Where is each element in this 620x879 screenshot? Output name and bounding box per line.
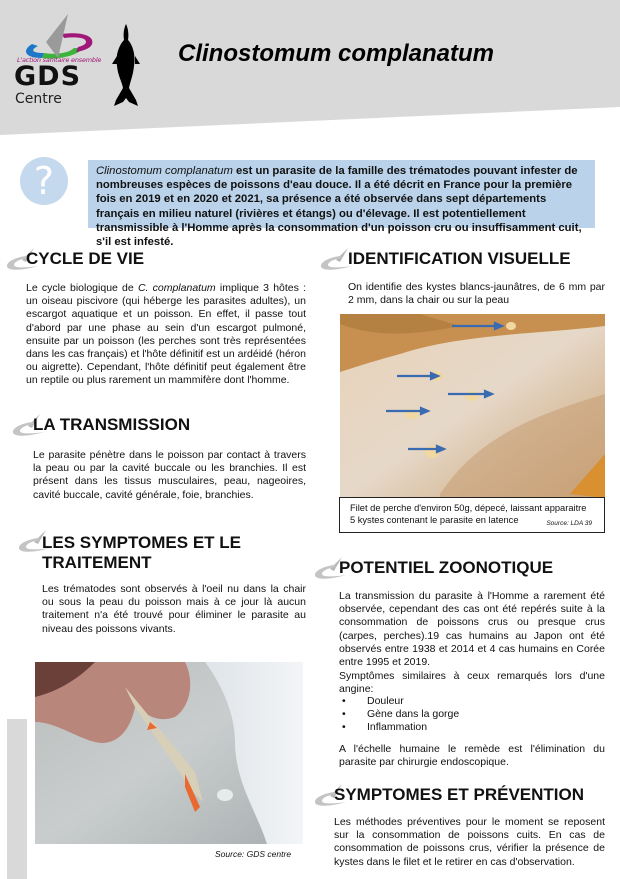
remedy-text: A l'échelle humaine le remède est l'élimination du parasite par chirurgie endoscopique. xyxy=(339,743,605,769)
photo-source-text: Source: GDS centre xyxy=(215,849,292,859)
cycle-text-before: Le cycle biologique de xyxy=(26,282,138,294)
photo-caption-box xyxy=(339,497,605,533)
symptom-item: • Inflammation xyxy=(339,721,605,734)
intro-box xyxy=(88,160,595,249)
caption-source: Source: LDA 39 xyxy=(546,519,592,527)
caption-line-2: 5 kystes contenant le parasite en latence xyxy=(350,514,519,525)
section-text-identification: On identifie des kystes blancs-jaunâtres, de 6 mm par 2 mm, dans la chair ou sur la peau xyxy=(348,281,605,307)
photo-perch-fillet xyxy=(340,314,605,498)
section-text-transmission: Le parasite pénètre dans le poisson par contact à travers la peau ou par la cavité buccale ou les branchies. Il est présent dans les tissus musculaires, peau, nageoires, cavité buccale, cavité générale, foie, branchies. xyxy=(33,449,306,501)
photo-source-gds xyxy=(215,849,291,859)
logo-tagline: L'action sanitaire ensemble xyxy=(17,56,102,64)
page-title: Clinostomum complanatum xyxy=(178,40,495,67)
symptom-item: • Gène dans la gorge xyxy=(339,708,605,721)
logo-name: GDS xyxy=(14,61,82,92)
section-text-prevention: Les méthodes préventives pour le moment se reposent sur la consommation de poissons cuits. En cas de consommation de poissons crus, vérifier la présence de kystes dans le filet et le retirer en cas d'observation. xyxy=(334,816,605,868)
fish-silhouette-icon xyxy=(112,24,140,108)
section-title-symptoms-treatment: LES SYMPTOMES ET LE TRAITEMENT xyxy=(42,533,241,572)
section-text-cycle xyxy=(26,282,306,388)
symptoms-list xyxy=(339,695,605,735)
section-title-zoonotic: POTENTIEL ZOONOTIQUE xyxy=(339,558,554,577)
section-title-transmission: LA TRANSMISSION xyxy=(33,415,191,434)
symptom-item: • Douleur xyxy=(339,695,605,708)
section-title-cycle: CYCLE DE VIE xyxy=(26,249,145,268)
decorative-side-bar xyxy=(7,719,27,879)
symptoms-intro: Symptômes similaires à ceux remarqués lors d'une angine: xyxy=(339,670,605,696)
question-icon: ? xyxy=(20,157,68,205)
logo-subname: Centre xyxy=(15,91,62,107)
intro-text: est un parasite de la famille des trématodes pouvant infester de nombreuses espèces de poissons d'eau douce. Il a été décrit en France pour la première fois en 2019 et en 2020 et 2021, sa présence a été observée dans sept départements français en milieu naturel (rivières et étangs) ou d'élevage. Il est potentiellement transmissible à l'Homme après la consommation d'un poisson cru ou insuffisamment cuit, s'il est infesté. xyxy=(96,165,582,249)
photo-fish-in-hand xyxy=(35,662,303,844)
cycle-text-after: implique 3 hôtes : un oiseau piscivore (qui héberge les parasites adultes), un escargot aquatique et un poisson. En effet, il passe tout d'abord par une phase au sein d'un escargot pulmoné, ensuite par un poisson (les perches sont très représentées dans les cas français) et l'hôte définitif est un ardéidé (héron ou aigrette). Cependant, l'hôte définitif peut également être un reptile ou plus rarement un mammifère dont l'homme. xyxy=(26,282,306,387)
intro-species: Clinostomum complanatum xyxy=(96,165,233,177)
section-text-symptoms-treatment: Les trématodes sont observés à l'oeil nu dans la chair ou sous la peau du poisson mais à ce jour là aucun traitement n'a été trouvé pour éliminer le parasite au niveau des poissons vivants. xyxy=(42,583,306,635)
section-text-zoonotic: La transmission du parasite à l'Homme a rarement été observée, cependant des cas ont été repérés suite à la consommation de poissons crus ou presque crus (carpes, perches).19 cas humains au Japon ont été observés entre 1938 et 2014 et 4 cas humains en Corée entre 1995 et 2019. xyxy=(339,590,605,669)
cycle-species: C. complanatum xyxy=(137,282,216,294)
section-title-identification: IDENTIFICATION VISUELLE xyxy=(348,249,571,268)
caption-line-1: Filet de perche d'environ 50g, dépecé, laissant apparaitre xyxy=(350,503,587,513)
section-title-prevention: SYMPTOMES ET PRÉVENTION xyxy=(334,785,585,804)
